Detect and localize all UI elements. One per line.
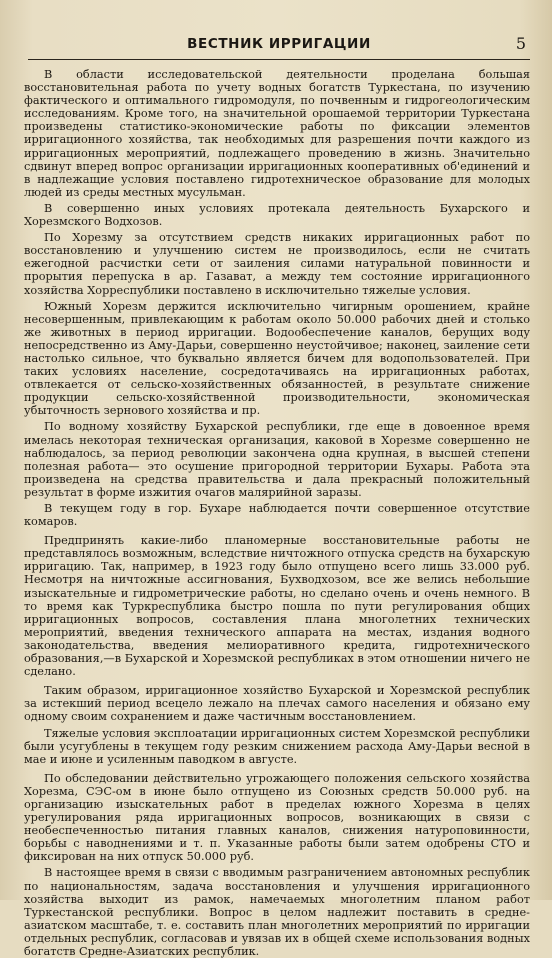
paragraph-delimitation: В настоящее время в связи с вводимым разграничением автономных республик по национальностям, задача восстановления и улучшения ирригационного хозяйства выходит из рамок, намечаемых многолетним планом работ Туркестанской республики. Вопрос в целом надлежит поставить в средне-азиатском масштабе, т. е. составить план многолетних мероприятий по ирригации отдельных республик, согласовав и увязав их в общей схеме использования водных богатств Средне-Азиатских республик. — [24, 866, 530, 958]
paragraph-bukhara-khorezm-intro: В совершенно иных условиях протекала деятельность Бухарского и Хорезмского Водхозов. — [24, 201, 530, 229]
article-body — [24, 68, 530, 958]
paragraph-south-khorezm: Южный Хорезм держится исключительно чигирным орошением, крайне несовершенным, привлекающим к работам около 50.000 рабочих дней и столько же животных в период ирригации. Водообеспечение каналов, берущих воду непосредственно из Аму-Дарьи, совершенно неустойчивое; наконец, заиление сети настолько сильное, что буквально является бичем для водопользователей. При таких условиях население, сосредотачиваясь на ирригационных работах, отвлекается от сельско-хозяйственных обязанностей, в результате снижение продукции сельско-хозяйственной производительности, экономическая убыточность зернового хозяйства и пр. — [24, 299, 530, 418]
paragraph-survey: По обследовании действительно угрожающего положения сельского хозяйства Хорезма, СЭС-ом в июне было отпущено из Союзных средств 50.000 руб. на организацию изыскательных работ в пределах южного Хорезма в целях урегулирования ряда ирригационных вопросов, возникающих в связи с необеспеченностью питания главных каналов, снижения натуроповинности, борьбы с наводнениями и т. п. Указанные работы были затем одобрены СТО и фиксирован на них отпуск 50.000 руб. — [24, 771, 530, 864]
paragraph-khorezm-works: По Хорезму за отсутствием средств никаких ирригационных работ по восстановлению и улучшению систем не производилось, если не считать ежегодной расчистки сети от заиления силами натуральной повинности и прорытия перепуска в ар. Газават, а между тем состояние ирригационного хозяйства Хорреспублики поставлено в исключительно тяжелые условия. — [24, 231, 530, 297]
header-rule — [28, 59, 530, 60]
paragraph-mosquitoes: В текущем году в гор. Бухаре наблюдается почти совершенное отсутствие комаров. — [24, 502, 530, 529]
page-number: 5 — [515, 34, 526, 53]
paragraph-amu-darya: Тяжелые условия эксплоатации ирригационных систем Хорезмской республики были усугублены в текущем году резким снижением расхода Аму-Дарьи весной в мае и июне и усиленным паводком в августе. — [24, 726, 530, 766]
paragraph-research: В области исследовательской деятельности проделана большая восстановительная работа по учету водных богатств Туркестана, по изучению фактического и оптимального гидромодуля, по почвенным и гидрогеологическим исследованиям. Кроме того, на значительной орошаемой территории Туркестана произведены статистико-экономические работы по фиксации элементов ирригационного хозяйства, так необходимых для разрешения почти каждого из ирригационных мероприятий, подлежащего проведению в жизнь. Значительно сдвинут вперед вопрос организации ирригационных кооперативных об'единений и в надлежащие условия поставлено гидротехническое образование для молодых людей из среды местных мусульман. — [24, 68, 530, 199]
journal-title: ВЕСТНИК ИРРИГАЦИИ — [187, 36, 371, 52]
paragraph-bukhara-drainage: По водному хозяйству Бухарской республики, где еще в довоенное время имелась некоторая техническая организация, каковой в Хорезме совершенно не наблюдалось, за период революции закончена одна крупная, в высшей степени полезная работа— это осушение пригородной территории Бухары. Работа эта произведена на средства правительства и дала прекрасный положительный результат в форме изжития очагов малярийной заразы. — [24, 420, 530, 499]
paragraph-funding: Предпринять какие-либо планомерные восстановительные работы не представлялось возможным, вследствие ничтожного отпуска средств на бухарскую ирригацию. Так, например, в 1923 году было отпущено всего лишь 33.000 руб. Несмотря на ничтожные ассигнования, Бухводхозом, все же велись небольшие изыскательные и гидрометрические работы, но сделано очень и очень немного. В то время как Туркреспублика быстро пошла по пути регулирования общих ирригационных вопросов, составления плана многолетних технических мероприятий, введения технического аппарата на местах, издания водного законодательства, введения мелиоративного кредита, гидротехнического образования,—в Бухарской и Хорезмской республиках в этом отношении ничего не сделано. — [24, 534, 530, 679]
paragraph-conclusion: Таким образом, ирригационное хозяйство Бухарской и Хорезмской республик за истекший период всецело лежало на плечах самого населения и обязано ему одному своим сохранением и даже частичным восстановлением. — [24, 684, 530, 724]
running-header — [28, 36, 530, 58]
